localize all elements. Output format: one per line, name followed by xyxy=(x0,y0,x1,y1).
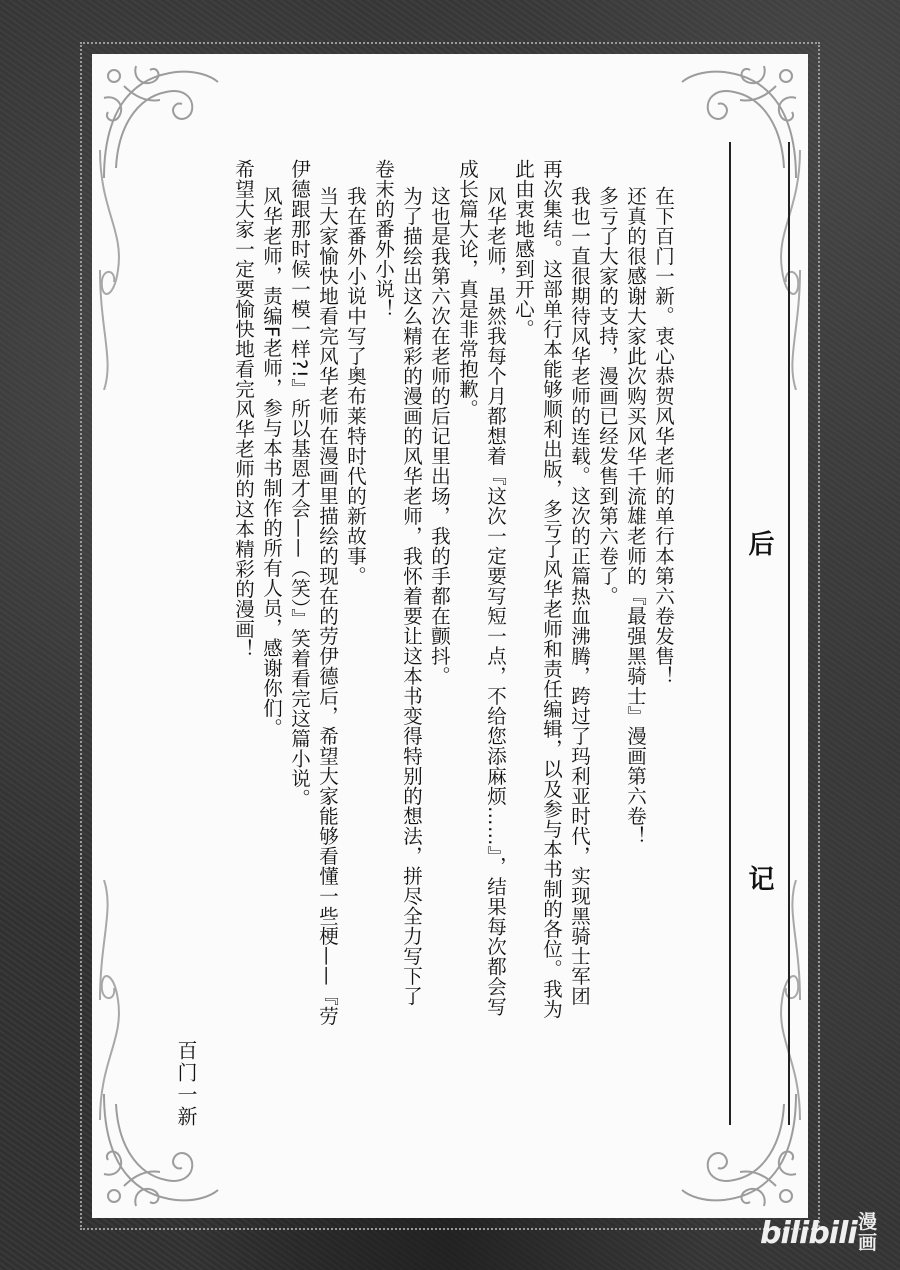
side-flourish-left-lower-icon xyxy=(94,880,134,1120)
text-column-3: 多亏了大家的支持，漫画已经发售到第六卷了。 xyxy=(596,186,619,606)
watermark-label: 漫画 xyxy=(858,1211,878,1254)
text-column-5: 再次集结。这部单行本能够顺利出版，多亏了风华老师和责任编辑，以及参与本书制的各位。我为 xyxy=(540,159,563,1019)
heading-rule-left xyxy=(729,142,731,1125)
text-column-1: 在下百门一新。衷心恭贺风华老师的单行本第六卷发售！ xyxy=(652,186,675,686)
watermark-brand: bilibili xyxy=(760,1216,857,1251)
text-column-13: 当大家愉快地看完风华老师在漫画里描绘的现在的劳伊德后，希望大家能够看懂一些梗——『劳 xyxy=(316,186,339,1026)
text-column-6: 此由衷地感到开心。 xyxy=(512,159,535,339)
text-column-12: 我在番外小说中写了奥布莱特时代的新故事。 xyxy=(344,186,367,586)
heading-rule-right xyxy=(788,142,790,1125)
text-column-7: 风华老师，虽然我每个月都想着『这次一定要写短一点，不给您添麻烦……』，结果每次都会写 xyxy=(484,186,507,1017)
side-flourish-left-icon xyxy=(94,150,134,390)
bilibili-watermark xyxy=(760,1208,890,1258)
text-column-8: 成长篇大论，真是非常抱歉。 xyxy=(456,159,479,419)
text-column-9: 这也是我第六次在老师的后记里出场，我的手都在颤抖。 xyxy=(428,186,451,686)
author-signature: 百门一新 xyxy=(174,1040,198,1128)
text-column-10: 为了描绘出这么精彩的漫画的风华老师，我怀着要让这本书变得特别的想法，拼尽全力写下了 xyxy=(400,186,423,1006)
text-column-4: 我也一直很期待风华老师的连载。这次的正篇热血沸腾，跨过了玛利亚时代，实现黑骑士军团 xyxy=(568,186,591,1006)
text-column-16: 希望大家一定要愉快地看完风华老师的这本精彩的漫画！ xyxy=(232,159,255,659)
page-heading: 后 记 xyxy=(744,530,774,1042)
text-column-14: 伊德跟那时候一模一样?!』所以基恩才会——（笑）』笑着看完这篇小说。 xyxy=(288,159,311,809)
side-flourish-right-icon xyxy=(766,150,806,390)
text-column-2: 还真的很感谢大家此次购买风华千流雄老师的『最强黑骑士』漫画第六卷！ xyxy=(624,186,647,846)
text-column-15: 风华老师，责编F老师，参与本书制作的所有人员，感谢你们。 xyxy=(260,186,283,738)
text-column-11: 卷末的番外小说！ xyxy=(372,159,395,319)
